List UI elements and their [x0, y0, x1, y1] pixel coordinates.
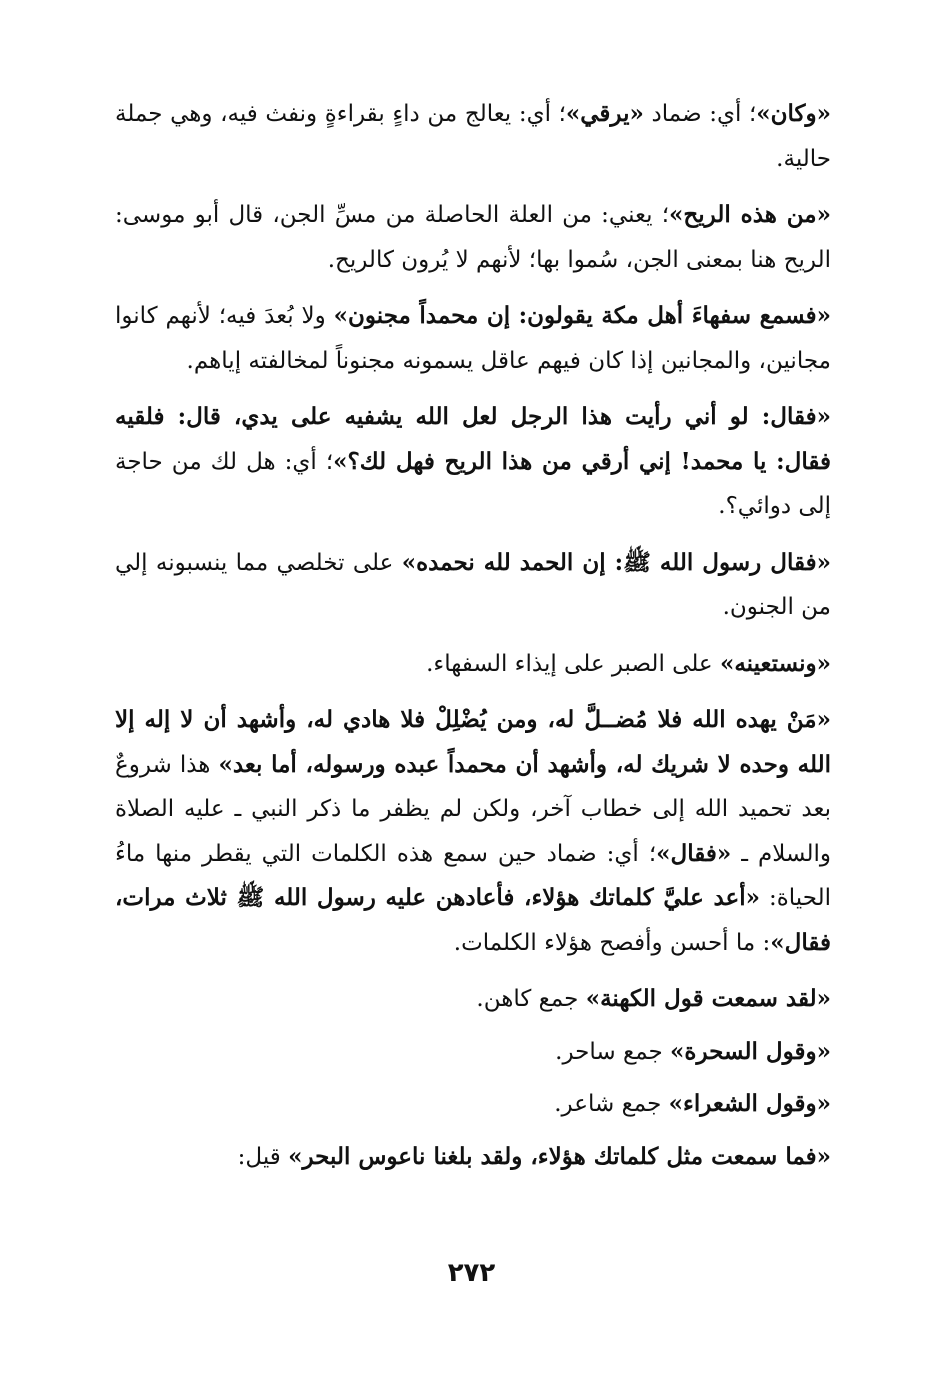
- commentary-segment: ؛ أي: هل لك من حاجة إلى دوائي؟.: [115, 448, 831, 519]
- paragraph-naous-al-bahr: [115, 1135, 831, 1180]
- quote-segment: «وقول الشعراء»: [668, 1090, 831, 1117]
- page-number: ٢٧٢: [447, 1258, 496, 1288]
- paragraph-faqala: [115, 395, 831, 529]
- quote-segment: «يرقي»: [565, 100, 644, 127]
- commentary-segment: ؛ أي: ضماد حين سمع هذه الكلمات التي يقطر منها ماءُ الحياة:: [115, 840, 831, 911]
- quote-segment: «فقال رسول الله ﷺ: إن الحمد لله نحمده»: [401, 548, 831, 576]
- line-shuara: [115, 1082, 831, 1127]
- commentary-segment: : ما أحسن وأفصح هؤلاء الكلمات.: [453, 929, 771, 956]
- quote-segment: «ونستعينه»: [719, 649, 831, 677]
- paragraph-al-rih: [115, 193, 831, 282]
- quote-segment: «فسمع سفهاءَ أهل مكة يقولون: إن محمداً مجنون»: [333, 302, 832, 329]
- commentary-segment: جمع ساحر.: [555, 1038, 671, 1065]
- commentary-segment: ؛ أي: ضماد: [643, 101, 757, 127]
- commentary-segment: هذا شروعٌ بعد تحميد الله إلى خطاب آخر، ولكن لم يظفر ما ذكر النبي ـ عليه الصلاة والسلام ـ: [115, 751, 831, 867]
- quote-segment: «فقال»: [656, 839, 732, 867]
- commentary-segment: جمع شاعر.: [554, 1091, 669, 1117]
- quote-segment: «لقد سمعت قول الكهنة»: [585, 985, 831, 1012]
- paragraph-nastaeenuh: [115, 642, 831, 687]
- line-kahana: [115, 977, 831, 1022]
- quote-segment: «فما سمعت مثل كلماتك هؤلاء، ولقد بلغنا ناعوس البحر»: [288, 1142, 831, 1170]
- quote-segment: «وقول السحرة»: [670, 1037, 831, 1065]
- quote-segment: «مَنْ يهده الله فلا مُضــلَّ له، ومن يُضْلِلْ فلا هادي له، وأشهد أن لا إله إلا الله وحده لا شريك له، وأشهد أن محمداً عبده ورسوله، أما بعد»: [115, 706, 831, 778]
- paragraph-man-yahdih: [115, 698, 831, 965]
- page-body: [115, 92, 831, 1191]
- quote-segment: «من هذه الريح»: [669, 201, 831, 228]
- quote-segment: «فقال: لو أني رأيت هذا الرجل لعل الله يشفيه على يدي، قال: فلقيه فقال: يا محمد! إني أرقي من هذا الريح فهل لك؟»: [115, 403, 831, 475]
- paragraph-sufaha: [115, 294, 831, 383]
- line-sahara: [115, 1030, 831, 1075]
- quote-segment: «أعد عليَّ كلماتك هؤلاء، فأعادهن عليه رسول الله ﷺ ثلاث مرات، فقال»: [115, 884, 831, 956]
- commentary-segment: على تخلصي مما ينسبونه إلي من الجنون.: [115, 549, 831, 620]
- quote-segment: «وكان»: [756, 100, 831, 127]
- commentary-segment: على الصبر على إيذاء السفهاء.: [426, 650, 720, 677]
- paragraph-al-hamd: [115, 541, 831, 630]
- paragraph-wakan: [115, 92, 831, 181]
- commentary-segment: قيل:: [237, 1143, 289, 1170]
- commentary-segment: ولا بُعدَ فيه؛ لأنهم كانوا مجانين، والمجانين إذا كان فيهم عاقل يسمونه مجنوناً لمخالفته إياهم.: [115, 303, 831, 374]
- commentary-segment: جمع كاهن.: [476, 986, 586, 1012]
- commentary-segment: ؛ أي: يعالج من داءٍ بقراءةٍ ونفث فيه، وهي جملة حالية.: [115, 101, 831, 172]
- commentary-segment: ؛ يعني: من العلة الحاصلة من مسِّ الجن، قال أبو موسى: الريح هنا بمعنى الجن، سُموا بها؛ لأنهم لا يُرون كالريح.: [115, 202, 831, 273]
